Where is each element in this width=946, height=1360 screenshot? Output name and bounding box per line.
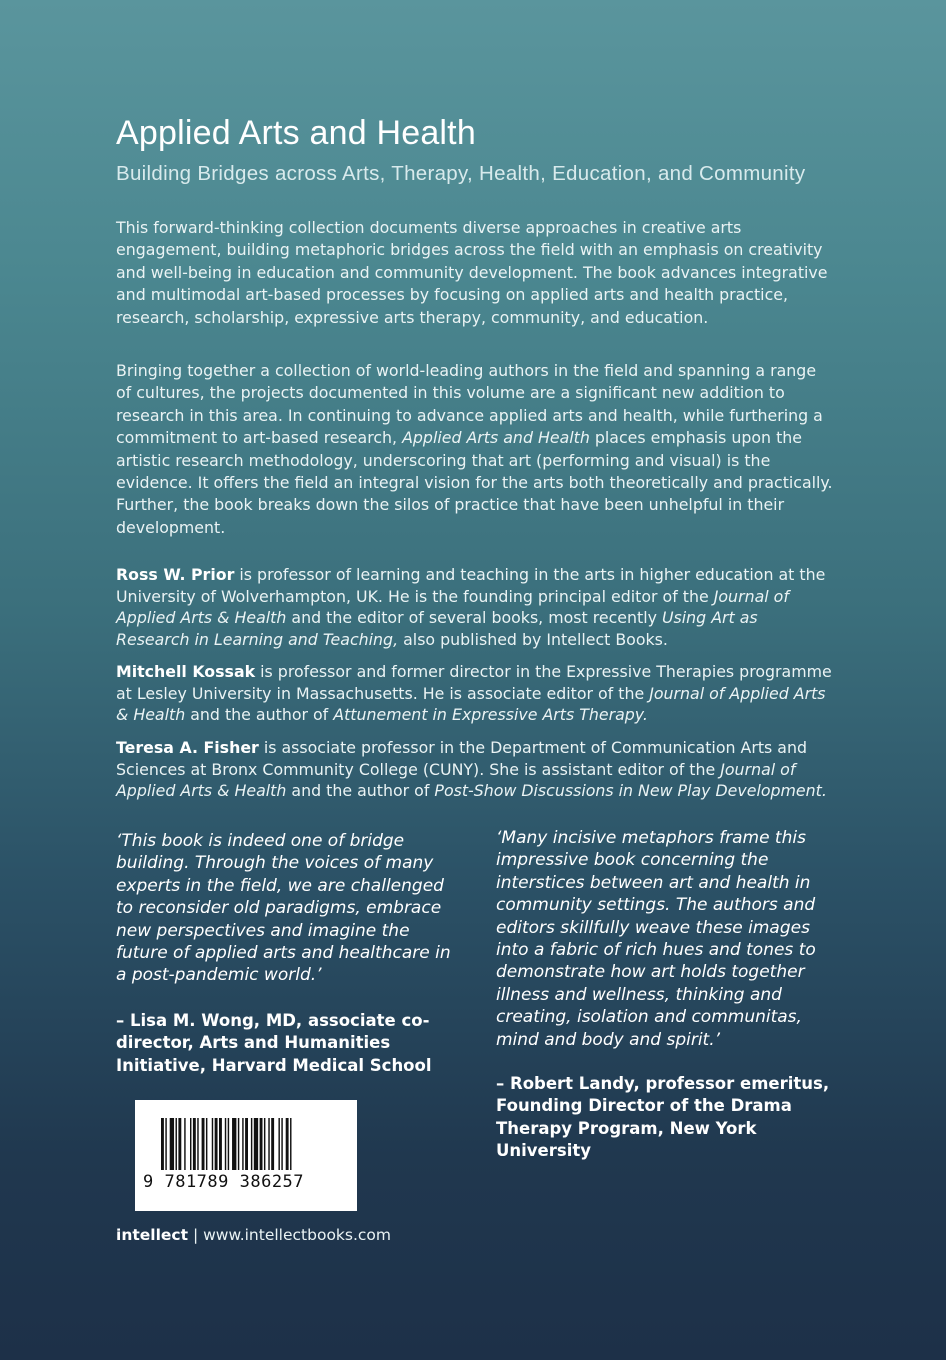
barcode-bars — [161, 1118, 333, 1170]
isbn-number: 9 781789 386257 — [143, 1172, 305, 1192]
bio-italic: Using Art as Research in Learning and Teaching, — [116, 608, 758, 649]
barcode-bar — [278, 1118, 279, 1170]
description-text-part: Bringing together a collection of world-leading authors in the field and spanning a range of cultures, the projects documented in this volume are a significant new addition to research in this area. In continuing to advance applied arts and health, while furthering a commitment to art-based research, — [116, 361, 823, 448]
barcode-bar — [251, 1118, 252, 1170]
barcode-bar — [271, 1118, 274, 1170]
author-name: Ross W. Prior — [116, 565, 235, 584]
barcode-bar — [184, 1118, 185, 1170]
bio-text: is professor of learning and teaching in the arts in higher education at the University of Wolverhampton, UK. He is the founding principal editor of the — [116, 565, 826, 606]
barcode-bar — [260, 1118, 263, 1170]
barcode-bar — [170, 1118, 174, 1170]
author-name: Mitchell Kossak — [116, 662, 256, 681]
description-text — [116, 360, 836, 539]
endorsement-attribution: – Robert Landy, professor emeritus, Founding Director of the Drama Therapy Program, New York University — [496, 1074, 830, 1161]
barcode-bar — [225, 1118, 226, 1170]
bio-italic: Attunement in Expressive Arts Therapy. — [333, 705, 648, 725]
footer-separator: | — [188, 1226, 204, 1244]
publisher-logo: intellect — [116, 1226, 189, 1244]
barcode-bar — [206, 1118, 207, 1170]
publisher-url: www.intellectbooks.com — [203, 1226, 392, 1244]
endorsement-attribution: – Lisa M. Wong, MD, associate co-director, Arts and Humanities Initiative, Harvard Medical School — [116, 1011, 432, 1075]
barcode-bar — [264, 1118, 265, 1170]
barcode-bar — [228, 1118, 229, 1170]
endorsement-quote: ‘This book is indeed one of bridge building. Through the voices of many experts in the field, we are challenged to reconsider old paradigms, embrace new perspectives and imagine the future of applied arts and healthcare in a post-pandemic world.’ — [116, 831, 451, 986]
endorsement-quote: ‘Many incisive metaphors frame this impressive book concerning the interstices between art and health in community settings. The authors and editors skillfully weave these images into a fabric of rich hues and tones to demonstrate how art holds together illness and wellness, thinking and creating, isolation and communitas, mind and body and spirit.’ — [496, 828, 816, 1050]
bio-text: is associate professor in the Department of Communication Arts and Sciences at Bronx Community College (CUNY). She is assistant editor of the — [116, 738, 807, 779]
author-bio — [116, 661, 834, 726]
bio-text: is professor and former director in the Expressive Therapies programme at Lesley University in Massachusetts. He is associate editor of the — [116, 662, 832, 703]
description-paragraph-1 — [116, 217, 836, 329]
barcode-bar — [245, 1118, 248, 1170]
description-paragraph-2 — [116, 360, 836, 539]
description-text: This forward-thinking collection documents diverse approaches in creative arts engagement, building metaphoric bridges across the field with an emphasis on creativity and well-being in education and community development. The book advances integrative and multimodal art-based processes by focusing on applied arts and health practice, research, scholarship, expressive arts therapy, community, and education. — [116, 218, 828, 327]
barcode-bar — [202, 1118, 205, 1170]
barcode-bar — [193, 1118, 196, 1170]
barcode-bar — [238, 1118, 239, 1170]
barcode-bar — [215, 1118, 218, 1170]
barcode-bar — [290, 1118, 291, 1170]
isbn-barcode — [135, 1100, 357, 1211]
publisher-footer — [116, 1226, 391, 1244]
barcode-bar — [281, 1118, 282, 1170]
book-subtitle: Building Bridges across Arts, Therapy, Health, Education, and Community — [116, 162, 806, 185]
author-name: Teresa A. Fisher — [116, 738, 259, 757]
bio-text: and the author of — [286, 781, 435, 801]
author-bio — [116, 564, 834, 650]
barcode-bar — [165, 1118, 166, 1170]
author-bio — [116, 737, 834, 802]
bio-italic: Post-Show Discussions in New Play Development. — [434, 781, 827, 801]
barcode-bar — [212, 1118, 213, 1170]
description-text-part: places emphasis upon the artistic research methodology, underscoring that art (performing and visual) is the evidence. It offers the field an integral vision for the arts both theoretically and practically. Further, the book breaks down the silos of practice that have been unhelpful in their development. — [116, 428, 833, 537]
barcode-bar — [176, 1118, 177, 1170]
barcode-bar — [254, 1118, 258, 1170]
book-title: Applied Arts and Health — [116, 114, 476, 152]
bio-text: and the author of — [185, 705, 334, 725]
bio-text: and the editor of several books, most recently — [286, 608, 662, 628]
barcode-bar — [161, 1118, 164, 1170]
barcode-bar — [268, 1118, 269, 1170]
bio-italic: Journal of Applied Arts & Health — [116, 586, 789, 628]
barcode-bar — [197, 1118, 198, 1170]
barcode-bar — [242, 1118, 243, 1170]
bio-italic: Journal of Applied Arts & Health — [116, 759, 796, 801]
barcode-bar — [232, 1118, 236, 1170]
bio-italic: Journal of Applied Arts & Health — [116, 683, 826, 725]
bio-text: also published by Intellect Books. — [398, 629, 668, 649]
book-title-italic: Applied Arts and Health — [402, 428, 590, 448]
barcode-bar — [286, 1118, 289, 1170]
barcode-bar — [190, 1118, 191, 1170]
barcode-bar — [178, 1118, 181, 1170]
barcode-bar — [219, 1118, 222, 1170]
